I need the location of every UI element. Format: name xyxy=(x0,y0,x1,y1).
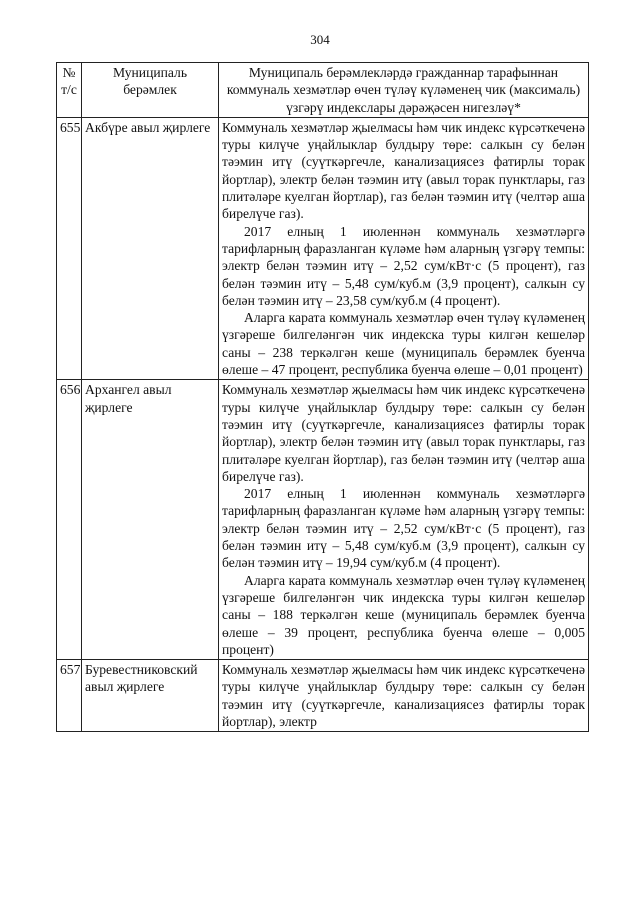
table-header-row xyxy=(57,63,589,118)
row-municipality: Архангел авыл җирлеге xyxy=(82,380,219,660)
table-row xyxy=(57,380,589,660)
description-paragraph: 2017 елның 1 июленнән коммуналь хезмәтләргә тарифларның фаразланган күләме һәм аларның үзгәрү темпы: электр белән тәэмин итү – 2,52 сум/кВт·с (5 процент), газ белән тәэмин итү – 5,48 сум/куб.м (3,9 процент), салкын су белән тәэмин итү – 19,94 сум/куб.м (4 процент). xyxy=(222,486,585,571)
description-paragraph: Аларга карата коммуналь хезмәтләр өчен түләү күләменең үзгәреше билгеләнгән чик индекска туры килгән кешеләр саны – 238 теркәлгән кеше (муниципаль берәмлек буенча өлеше – 47 процент, республика буенча өлеше – 0,01 процент) xyxy=(222,310,585,378)
municipal-index-table xyxy=(56,62,589,732)
description-paragraph: Коммуналь хезмәтләр җыелмасы һәм чик индекс күрсәткеченә туры килүче уңайлыклар булдыру төре: салкын су белән тәэмин итү (суүткәргечле, канализациясез фатирлы торак йортлар), электр белән тәэмин итү (авыл торак пунктлары, газ плитәләре куелган йортлар), газ белән тәэмин итү (челтәр аша бирелүче газ). xyxy=(222,119,585,222)
table-row xyxy=(57,660,589,732)
description-paragraph: 2017 елның 1 июленнән коммуналь хезмәтләргә тарифларның фаразланган күләме һәм аларның үзгәрү темпы: электр белән тәэмин итү – 2,52 сум/кВт·с (5 процент), газ белән тәэмин итү – 5,48 сум/куб.м (3,9 процент), салкын су белән тәэмин итү – 23,58 сум/куб.м (4 процент). xyxy=(222,223,585,308)
row-description xyxy=(219,380,589,660)
table-row xyxy=(57,117,589,379)
row-description xyxy=(219,117,589,379)
row-number: 655 xyxy=(57,117,82,379)
page-number: 304 xyxy=(310,32,330,47)
row-number: 656 xyxy=(57,380,82,660)
description-paragraph: Аларга карата коммуналь хезмәтләр өчен түләү күләменең үзгәреше билгеләнгән чик индекска туры килгән кешеләр саны – 188 теркәлгән кеше (муниципаль берәмлек буенча өлеше – 39 процент, республика буенча өлеше – 0,005 процент) xyxy=(222,572,585,657)
row-municipality: Буревестниковский авыл җирлеге xyxy=(82,660,219,732)
description-paragraph: Коммуналь хезмәтләр җыелмасы һәм чик индекс күрсәткеченә туры килүче уңайлыклар булдыру төре: салкын су белән тәэмин итү (суүткәргечле, канализациясез фатирлы торак йортлар), электр xyxy=(222,662,585,729)
header-number: № т/с xyxy=(57,63,82,118)
row-municipality: Акбүре авыл җирлеге xyxy=(82,117,219,379)
header-description: Муниципаль берәмлекләрдә гражданнар тарафыннан коммуналь хезмәтләр өчен түләү күләменең чик (максималь) үзгәрү индекслары дәрәҗәсен нигезләү* xyxy=(219,63,589,118)
row-number: 657 xyxy=(57,660,82,732)
row-description xyxy=(219,660,589,732)
header-municipality: Муниципаль берәмлек xyxy=(82,63,219,118)
description-paragraph: Коммуналь хезмәтләр җыелмасы һәм чик индекс күрсәткеченә туры килүче уңайлыклар булдыру төре: салкын су белән тәэмин итү (суүткәргечле, канализациясез фатирлы торак йортлар), электр белән тәэмин итү (авыл торак пунктлары, газ плитәләре куелган йортлар), газ белән тәэмин итү (челтәр аша бирелүче газ). xyxy=(222,382,585,484)
